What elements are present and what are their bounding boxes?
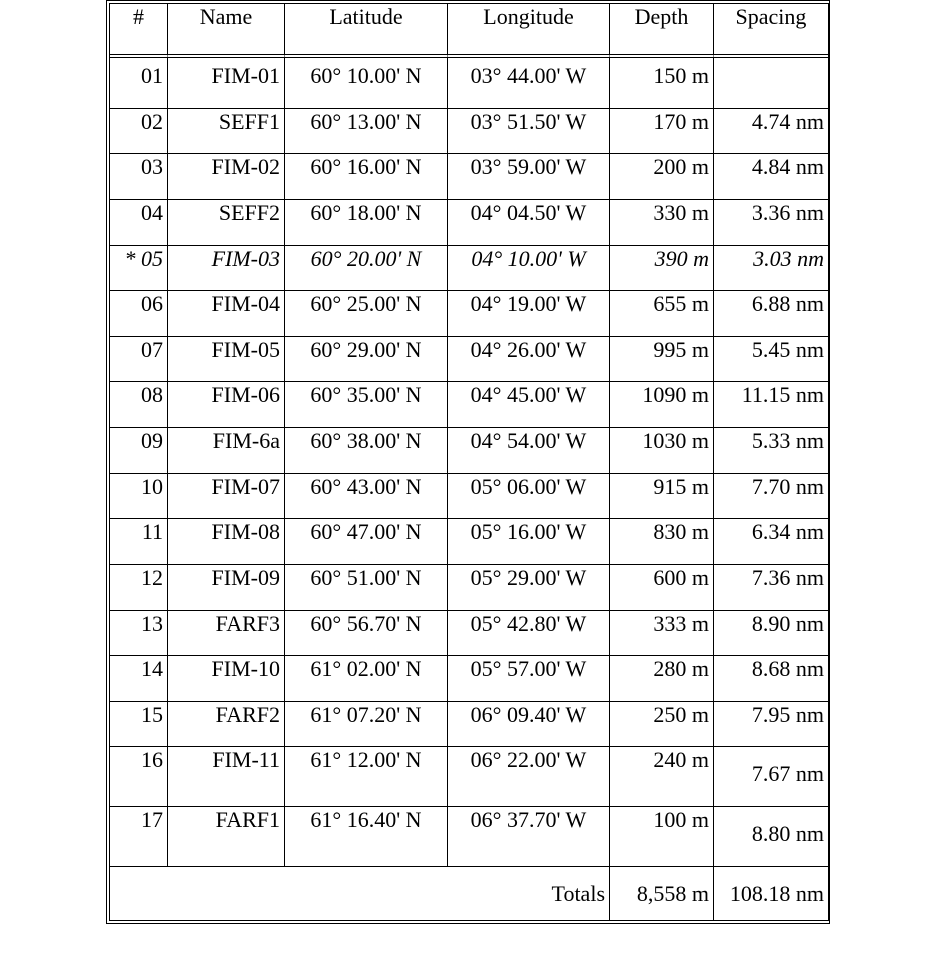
station-number: 08	[110, 382, 168, 428]
header-name: Name	[168, 4, 285, 58]
station-spacing: 4.84 nm	[714, 154, 828, 200]
station-latitude: 60° 25.00' N	[285, 291, 448, 337]
station-latitude: 61° 12.00' N	[285, 747, 448, 807]
station-longitude: 04° 10.00' W	[448, 246, 610, 292]
table-row	[110, 565, 828, 611]
table-row	[110, 519, 828, 565]
table-row	[110, 154, 828, 200]
station-longitude: 06° 37.70' W	[448, 807, 610, 867]
station-number: 10	[110, 474, 168, 520]
header-longitude: Longitude	[448, 4, 610, 58]
table-row	[110, 747, 828, 807]
station-latitude: 60° 16.00' N	[285, 154, 448, 200]
station-name: FIM-04	[168, 291, 285, 337]
station-number: 11	[110, 519, 168, 565]
station-name: FARF1	[168, 807, 285, 867]
station-depth: 100 m	[610, 807, 714, 867]
station-depth: 200 m	[610, 154, 714, 200]
station-depth: 830 m	[610, 519, 714, 565]
station-number: 04	[110, 200, 168, 246]
station-depth: 995 m	[610, 337, 714, 383]
station-depth: 1090 m	[610, 382, 714, 428]
station-longitude: 05° 29.00' W	[448, 565, 610, 611]
station-longitude: 04° 54.00' W	[448, 428, 610, 474]
station-name: FARF3	[168, 611, 285, 657]
station-longitude: 05° 16.00' W	[448, 519, 610, 565]
station-number: 12	[110, 565, 168, 611]
station-spacing: 5.45 nm	[714, 337, 828, 383]
station-name: FIM-07	[168, 474, 285, 520]
station-number: 02	[110, 109, 168, 155]
table-row	[110, 109, 828, 155]
header-latitude: Latitude	[285, 4, 448, 58]
station-longitude: 03° 59.00' W	[448, 154, 610, 200]
station-number: 03	[110, 154, 168, 200]
station-number: 17	[110, 807, 168, 867]
station-number: 15	[110, 702, 168, 748]
station-depth: 1030 m	[610, 428, 714, 474]
table-row	[110, 428, 828, 474]
table-row	[110, 474, 828, 520]
station-latitude: 61° 07.20' N	[285, 702, 448, 748]
station-latitude: 60° 43.00' N	[285, 474, 448, 520]
header-row	[110, 4, 828, 58]
table-row	[110, 58, 828, 109]
header-spacing: Spacing	[714, 4, 828, 58]
station-latitude: 60° 35.00' N	[285, 382, 448, 428]
station-spacing: 7.70 nm	[714, 474, 828, 520]
station-name: FIM-05	[168, 337, 285, 383]
station-latitude: 61° 16.40' N	[285, 807, 448, 867]
table-row	[110, 611, 828, 657]
station-number: 16	[110, 747, 168, 807]
station-longitude: 04° 04.50' W	[448, 200, 610, 246]
station-depth: 333 m	[610, 611, 714, 657]
station-longitude: 06° 09.40' W	[448, 702, 610, 748]
station-spacing: 5.33 nm	[714, 428, 828, 474]
station-latitude: 60° 29.00' N	[285, 337, 448, 383]
station-longitude: 05° 06.00' W	[448, 474, 610, 520]
station-table	[109, 3, 829, 921]
station-latitude: 60° 47.00' N	[285, 519, 448, 565]
table-row	[110, 200, 828, 246]
station-depth: 390 m	[610, 246, 714, 292]
station-depth: 330 m	[610, 200, 714, 246]
table-row	[110, 337, 828, 383]
station-longitude: 03° 51.50' W	[448, 109, 610, 155]
station-depth: 280 m	[610, 656, 714, 702]
station-name: FIM-03	[168, 246, 285, 292]
station-latitude: 60° 13.00' N	[285, 109, 448, 155]
station-latitude: 61° 02.00' N	[285, 656, 448, 702]
station-longitude: 05° 57.00' W	[448, 656, 610, 702]
station-depth: 600 m	[610, 565, 714, 611]
table-row	[110, 807, 828, 867]
station-longitude: 04° 45.00' W	[448, 382, 610, 428]
station-number: 07	[110, 337, 168, 383]
station-depth: 170 m	[610, 109, 714, 155]
station-spacing: 4.74 nm	[714, 109, 828, 155]
station-spacing: 3.03 nm	[714, 246, 828, 292]
station-depth: 250 m	[610, 702, 714, 748]
station-name: FIM-09	[168, 565, 285, 611]
station-latitude: 60° 10.00' N	[285, 58, 448, 109]
table-row	[110, 656, 828, 702]
station-spacing: 8.68 nm	[714, 656, 828, 702]
station-depth: 655 m	[610, 291, 714, 337]
station-name: FIM-02	[168, 154, 285, 200]
station-longitude: 04° 26.00' W	[448, 337, 610, 383]
station-spacing: 7.67 nm	[714, 747, 828, 807]
totals-row	[110, 867, 828, 920]
header-num: #	[110, 4, 168, 58]
station-name: FIM-01	[168, 58, 285, 109]
station-latitude: 60° 38.00' N	[285, 428, 448, 474]
station-depth: 915 m	[610, 474, 714, 520]
totals-depth: 8,558 m	[610, 867, 714, 920]
station-longitude: 05° 42.80' W	[448, 611, 610, 657]
station-name: SEFF2	[168, 200, 285, 246]
station-longitude: 03° 44.00' W	[448, 58, 610, 109]
header-depth: Depth	[610, 4, 714, 58]
station-number: 14	[110, 656, 168, 702]
station-latitude: 60° 51.00' N	[285, 565, 448, 611]
station-number: 01	[110, 58, 168, 109]
totals-spacing: 108.18 nm	[729, 880, 824, 906]
station-name: FARF2	[168, 702, 285, 748]
station-longitude: 06° 22.00' W	[448, 747, 610, 807]
station-table-frame	[106, 0, 830, 924]
station-latitude: 60° 18.00' N	[285, 200, 448, 246]
station-name: FIM-11	[168, 747, 285, 807]
station-spacing: 8.80 nm	[714, 807, 828, 867]
station-depth: 150 m	[610, 58, 714, 109]
station-number: * 05	[110, 246, 168, 292]
station-spacing: 7.36 nm	[714, 565, 828, 611]
station-latitude: 60° 20.00' N	[285, 246, 448, 292]
station-name: FIM-08	[168, 519, 285, 565]
station-name: FIM-06	[168, 382, 285, 428]
station-spacing	[714, 58, 828, 109]
station-latitude: 60° 56.70' N	[285, 611, 448, 657]
table-row-highlighted	[110, 246, 828, 292]
table-row	[110, 291, 828, 337]
table-row	[110, 382, 828, 428]
station-spacing: 6.34 nm	[714, 519, 828, 565]
station-name: FIM-10	[168, 656, 285, 702]
station-number: 13	[110, 611, 168, 657]
station-spacing: 11.15 nm	[714, 382, 828, 428]
station-spacing: 7.95 nm	[714, 702, 828, 748]
totals-label: Totals	[110, 867, 610, 920]
station-name: SEFF1	[168, 109, 285, 155]
station-number: 06	[110, 291, 168, 337]
station-spacing: 8.90 nm	[714, 611, 828, 657]
station-number: 09	[110, 428, 168, 474]
station-name: FIM-6a	[168, 428, 285, 474]
table-row	[110, 702, 828, 748]
station-depth: 240 m	[610, 747, 714, 807]
station-longitude: 04° 19.00' W	[448, 291, 610, 337]
station-spacing: 6.88 nm	[714, 291, 828, 337]
station-spacing: 3.36 nm	[714, 200, 828, 246]
